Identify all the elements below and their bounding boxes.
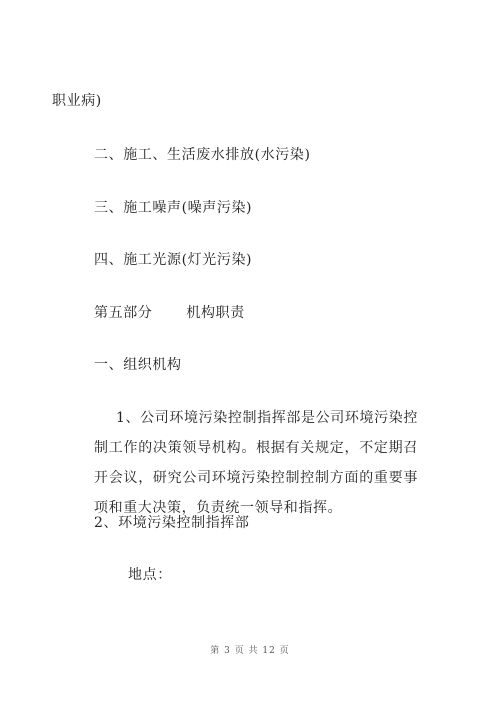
paragraph-command-center-text: 1、公司环境污染控制指挥部是公司环境污染控制工作的决策领导机构。根据有关规定，不定期召开会议，研究公司环境污染控制控制方面的重要事项和重大决策，负责统一领导和指挥。: [94, 410, 418, 516]
section-part-label: 第五部分: [94, 305, 153, 321]
text-line-noise: 三、施工噪声(噪声污染): [94, 200, 253, 216]
text-line-location: 地点：: [128, 567, 172, 583]
text-line-wastewater: 二、施工、生活废水排放(水污染): [94, 147, 311, 163]
text-line-occupational-disease: 职业病): [52, 93, 102, 109]
page-footer: 第 3 页 共 12 页: [210, 646, 290, 656]
text-line-organization: 一、组织机构: [94, 357, 182, 373]
section-heading: [94, 305, 245, 321]
text-line-light: 四、施工光源(灯光污染): [94, 252, 253, 268]
section-title: 机构职责: [186, 305, 245, 321]
text-line-command-center-heading: 2、环境污染控制指挥部: [94, 515, 250, 531]
paragraph-command-center: [94, 403, 418, 523]
